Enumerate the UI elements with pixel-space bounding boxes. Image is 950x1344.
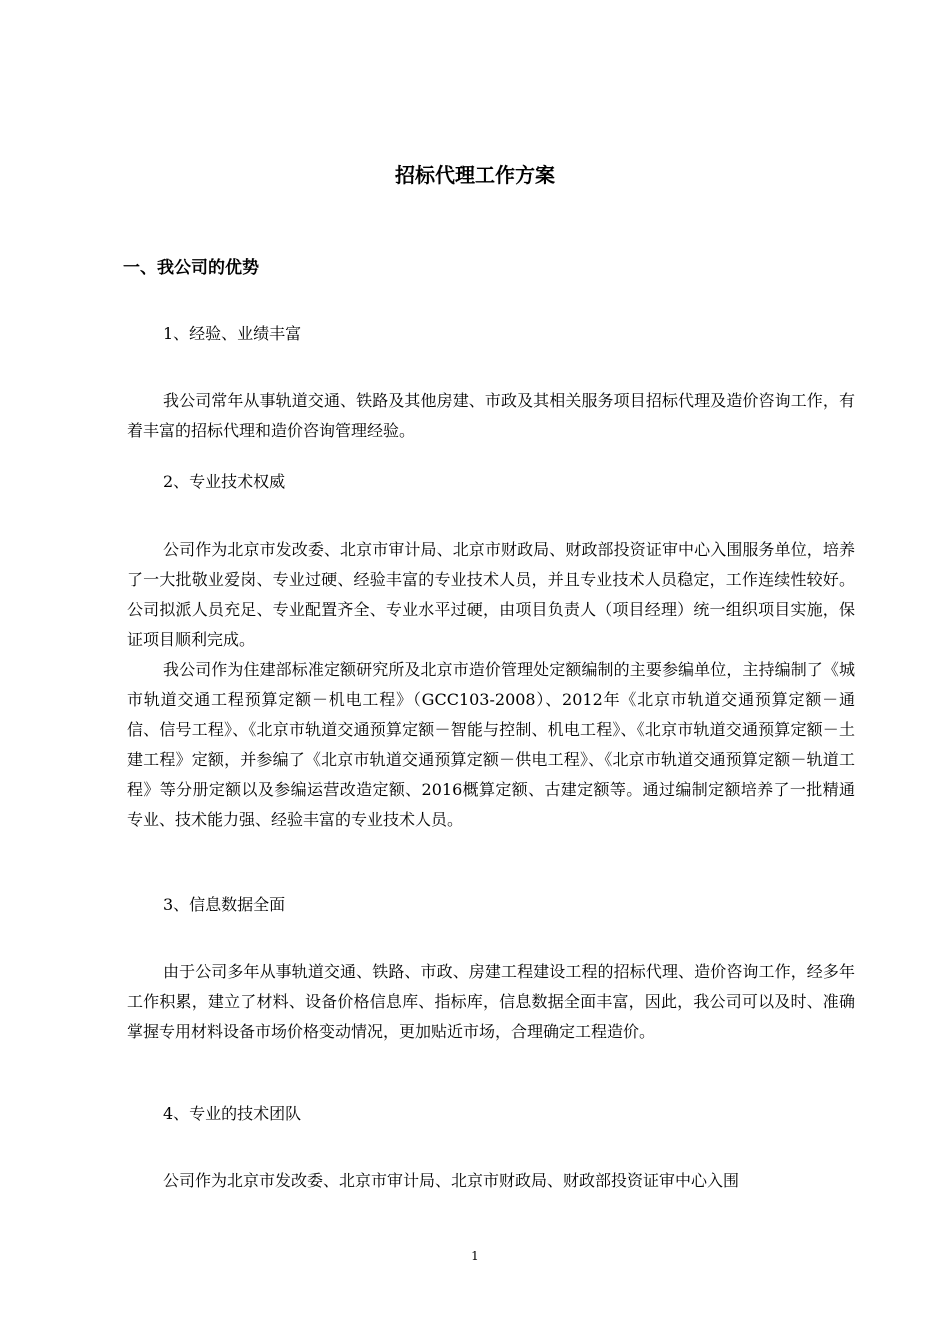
document-title: 招标代理工作方案 [395, 163, 555, 187]
paragraph-team: 公司作为北京市发改委、北京市审计局、北京市财政局、财政部投资证审中心入围 [163, 1171, 740, 1190]
subheading-technical-authority: 2、专业技术权威 [163, 472, 286, 491]
paragraph-data: 由于公司多年从事轨道交通、铁路、市政、房建工程建设工程的招标代理、造价咨询工作，经多年工作积累，建立了材料、设备价格信息库、指标库，信息数据全面丰富，因此，我公司可以及时、准确掌握专用材料设备市场价格变动情况，更加贴近市场，合理确定工程造价。 [127, 962, 855, 1041]
paragraph-technical-authority-1: 公司作为北京市发改委、北京市审计局、北京市财政局、财政部投资证审中心入围服务单位，培养了一大批敬业爱岗、专业过硬、经验丰富的专业技术人员，并且专业技术人员稳定，工作连续性较好。公司拟派人员充足、专业配置齐全、专业水平过硬，由项目负责人（项目经理）统一组织项目实施，保证项目顺利完成。 [127, 540, 855, 649]
paragraph-technical-authority-2: 我公司作为住建部标准定额研究所及北京市造价管理处定额编制的主要参编单位，主持编制了《城市轨道交通工程预算定额－机电工程》（GCC103-2008）、2012年《北京市轨道交通预算定额－通信、信号工程》、《北京市轨道交通预算定额－智能与控制、机电工程》、《北京市轨道交通预算定额－土建工程》定额，并参编了《北京市轨道交通预算定额－供电工程》、《北京市轨道交通预算定额－轨道工程》等分册定额以及参编运营改造定额、2016概算定额、古建定额等。通过编制定额培养了一批精通专业、技术能力强、经验丰富的专业技术人员。 [127, 660, 855, 829]
subheading-team: 4、专业的技术团队 [163, 1104, 302, 1123]
page-number: 1 [471, 1249, 479, 1263]
subheading-data: 3、信息数据全面 [163, 895, 286, 914]
paragraph-experience: 我公司常年从事轨道交通、铁路及其他房建、市政及其相关服务项目招标代理及造价咨询工作，有着丰富的招标代理和造价咨询管理经验。 [127, 391, 855, 440]
section-heading-advantages: 一、我公司的优势 [123, 258, 259, 278]
subheading-experience: 1、经验、业绩丰富 [163, 324, 302, 343]
